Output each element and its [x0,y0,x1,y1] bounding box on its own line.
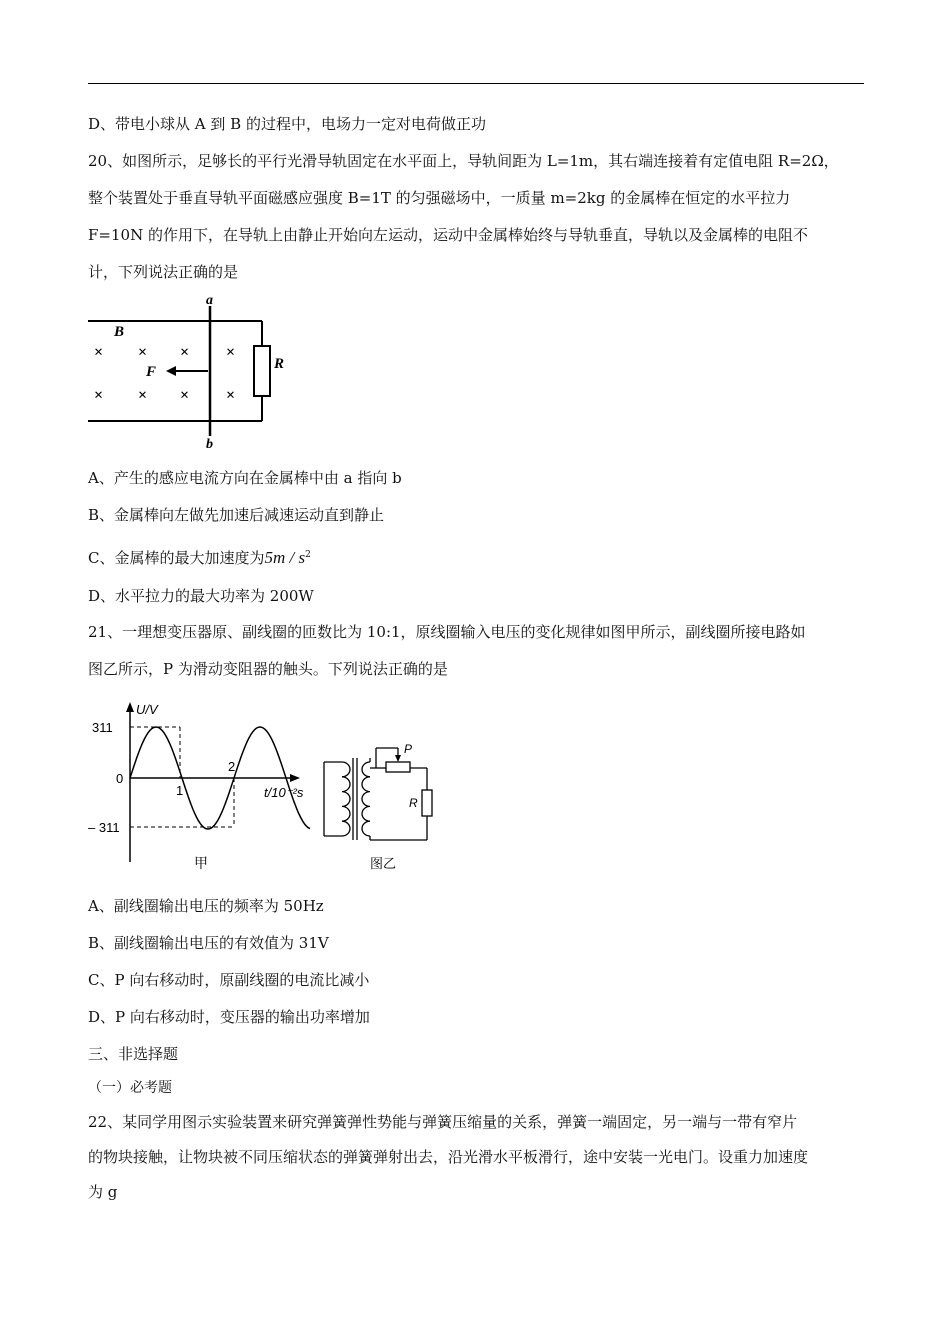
q21-voltage-graph [88,700,320,876]
tick-label-1: 1 [176,783,184,798]
q20-circuit-figure [88,292,298,452]
q22-stem-line-1: 22、某同学用图示实验装置来研究弹簧弹性势能与弹簧压缩量的关系，弹簧一端固定，另一端与一带有窄片 [88,1113,798,1131]
field-cross: × [138,387,148,404]
q20-option-c [88,545,311,568]
figure-jia-caption: 甲 [194,855,208,871]
primary-coil [324,762,350,836]
x-axis-label: t/10⁻²s [264,785,304,800]
resistor-R [254,346,270,396]
load-resistor-label-R: R [409,796,418,810]
q21-option-c: C、P 向右移动时，原副线圈的电流比减小 [88,971,370,989]
figure-yi-caption: 图乙 [370,856,397,871]
q20-option-c-math: 5m / s [264,548,306,567]
q20-option-b: B、金属棒向左做先加速后减速运动直到静止 [88,506,385,524]
tick-label-0: 0 [116,771,124,786]
q22-stem-line-2: 的物块接触，让物块被不同压缩状态的弹簧弹射出去，沿光滑水平板滑行，途中安装一光电门。设重力加速度 [88,1148,809,1166]
tick-label-neg311: – 311 [88,820,120,835]
field-cross: × [94,387,104,404]
rheostat [386,762,410,772]
section-heading-nonchoice: 三、非选择题 [88,1045,179,1063]
q20-stem-line-2: 整个装置处于垂直导轨平面磁感应强度 B=1T 的匀强磁场中，一质量 m=2kg 的金属棒在恒定的水平拉力 [88,189,791,207]
y-axis-label: U/V [136,702,158,717]
field-cross: × [180,344,190,361]
field-cross: × [94,344,104,361]
load-resistor [422,790,432,816]
q20-option-c-text: C、金属棒的最大加速度为 [88,549,265,567]
q20-stem-line-4: 计，下列说法正确的是 [88,263,239,281]
q21-stem-line-1: 21、一理想变压器原、副线圈的匝数比为 10:1，原线圈输入电压的变化规律如图甲所示，副线圈所接电路如 [88,623,806,641]
q21-option-a: A、副线圈输出电压的频率为 50Hz [88,897,324,915]
tick-label-2: 2 [228,759,236,774]
q20-option-d: D、水平拉力的最大功率为 200W [88,587,314,605]
field-cross: × [138,344,148,361]
q20-stem-line-1: 20、如图所示，足够长的平行光滑导轨固定在水平面上，导轨间距为 L=1m，其右端连接着有定值电阻 R=2Ω， [88,152,839,170]
q21-stem-line-2: 图乙所示，P 为滑动变阻器的触头。下列说法正确的是 [88,660,448,678]
q20-option-c-exponent: 2 [305,550,311,560]
rod-label-a: a [206,293,213,308]
q22-stem-line-3: 为 g [88,1183,118,1201]
field-cross: × [180,387,190,404]
field-cross: × [226,387,236,404]
secondary-coil [362,762,370,836]
q21-option-b: B、副线圈输出电压的有效值为 31V [88,934,329,952]
slider-label-P: P [404,742,413,756]
force-label-F: F [146,364,157,380]
field-cross: × [226,344,236,361]
q21-option-d: D、P 向右移动时，变压器的输出功率增加 [88,1008,370,1026]
q19-option-d: D、带电小球从 A 到 B 的过程中，电场力一定对电荷做正功 [88,115,486,133]
q21-transformer-circuit [320,740,440,875]
field-label-B: B [114,324,125,340]
q20-option-a: A、产生的感应电流方向在金属棒中由 a 指向 b [88,469,402,487]
header-rule [88,83,864,84]
rod-label-b: b [206,437,213,452]
resistor-label-R: R [274,356,285,372]
tick-label-311: 311 [92,720,113,735]
q20-stem-line-3: F=10N 的作用下，在导轨上由静止开始向左运动，运动中金属棒始终与导轨垂直，导轨以及金属棒的电阻不 [88,226,808,244]
subsection-heading-required: （一）必考题 [88,1080,172,1096]
